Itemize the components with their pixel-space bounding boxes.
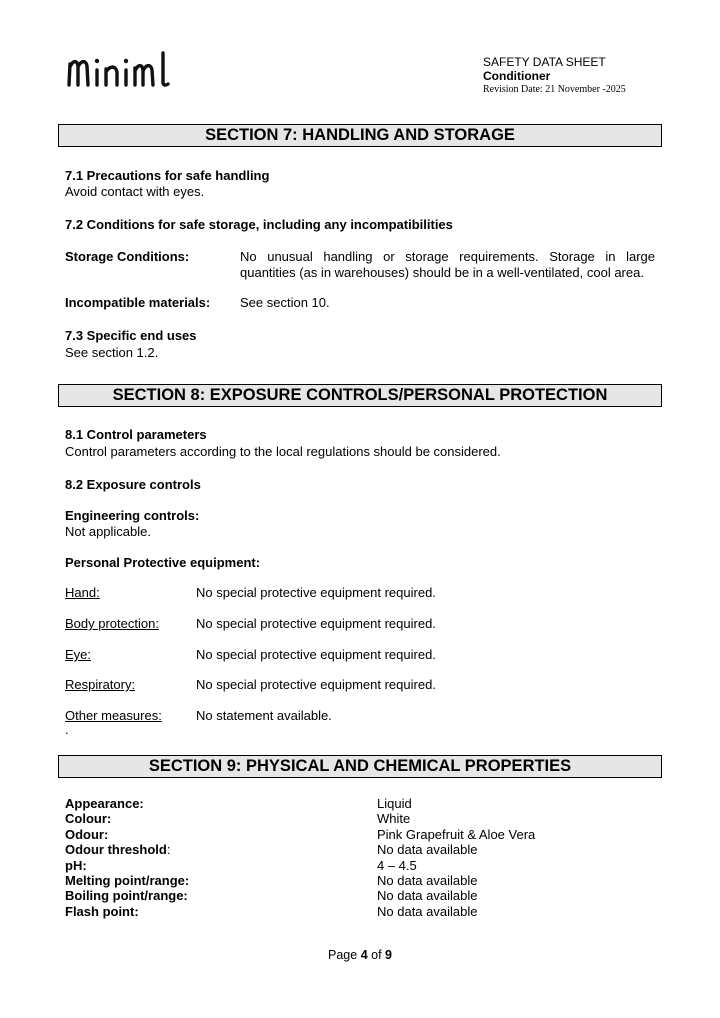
properties-list [65, 796, 655, 919]
property-value: Liquid [377, 796, 412, 811]
property-value: No data available [377, 872, 478, 888]
property-row [65, 904, 655, 919]
storage-conditions-value: No unusual handling or storage requirements. Storage in large quantities (as in warehouses) should be in a well-ventilated, cool area. [240, 249, 655, 280]
section-7-1-text: Avoid contact with eyes. [65, 184, 205, 199]
property-label: Colour: [65, 811, 112, 827]
page-number: 4 [360, 948, 368, 962]
ppe-label: Respiratory: [65, 677, 136, 692]
engineering-controls-heading: Engineering controls: [65, 508, 200, 523]
section-7-2-heading: 7.2 Conditions for safe storage, including any incompatibilities [65, 217, 453, 232]
section-8-1-heading: 8.1 Control parameters [65, 427, 207, 442]
miniml-logo [65, 48, 177, 96]
property-label-text: Odour threshold [65, 842, 167, 858]
section-7-title: SECTION 7: HANDLING AND STORAGE [58, 124, 662, 147]
section-8-title: SECTION 8: EXPOSURE CONTROLS/PERSONAL PROTECTION [58, 384, 662, 407]
storage-conditions-label: Storage Conditions: [65, 249, 190, 264]
section-7-3-text: See section 1.2. [65, 345, 159, 360]
section-7-3-heading: 7.3 Specific end uses [65, 328, 197, 343]
property-value: 4 – 4.5 [377, 857, 417, 873]
section-9-title: SECTION 9: PHYSICAL AND CHEMICAL PROPERTIES [58, 755, 662, 778]
property-value: No data available [377, 842, 478, 858]
ppe-label: Other measures: [65, 708, 162, 723]
ppe-value: No special protective equipment required. [196, 616, 436, 631]
property-label-suffix: : [166, 842, 171, 858]
total-pages: 9 [385, 948, 392, 962]
ppe-value: No statement available. [196, 708, 332, 723]
incompatible-materials-value: See section 10. [240, 295, 330, 310]
section-8-2-heading: 8.2 Exposure controls [65, 477, 201, 492]
property-value: Pink Grapefruit & Aloe Vera [377, 826, 536, 842]
property-value: No data available [377, 888, 478, 904]
revision-date: Revision Date: 21 November -2025 [483, 84, 626, 95]
property-row [65, 873, 655, 888]
section-8-1-text: Control parameters according to the local regulations should be considered. [65, 444, 501, 459]
property-row [65, 811, 655, 826]
property-label [65, 842, 170, 857]
ppe-value: No special protective equipment required. [196, 647, 436, 662]
document-header [483, 55, 703, 96]
property-label: Flash point: [65, 903, 139, 919]
property-label: pH: [65, 857, 87, 873]
ppe-label: Hand: [65, 585, 100, 600]
ppe-value: No special protective equipment required. [196, 677, 436, 692]
property-row [65, 842, 655, 857]
property-value: White [377, 811, 411, 827]
product-name: Conditioner [483, 69, 551, 83]
engineering-controls-text: Not applicable. [65, 524, 151, 539]
property-label: Odour: [65, 826, 109, 842]
doc-type: SAFETY DATA SHEET [483, 55, 606, 69]
property-value: No data available [377, 903, 478, 919]
of-word: of [371, 948, 382, 962]
ppe-label: Body protection: [65, 616, 159, 631]
ppe-heading: Personal Protective equipment: [65, 555, 261, 570]
trailing-dot: . [65, 722, 69, 737]
page-footer [0, 948, 720, 963]
property-label: Boiling point/range: [65, 888, 188, 904]
page-word: Page [328, 948, 358, 962]
property-row [65, 858, 655, 873]
property-row [65, 888, 655, 903]
property-label: Melting point/range: [65, 872, 190, 888]
section-7-1-heading: 7.1 Precautions for safe handling [65, 168, 270, 183]
ppe-label: Eye: [65, 647, 92, 662]
incompatible-materials-label: Incompatible materials: [65, 295, 211, 310]
property-row [65, 796, 655, 811]
property-row [65, 827, 655, 842]
ppe-value: No special protective equipment required. [196, 585, 436, 600]
property-label: Appearance: [65, 796, 144, 811]
